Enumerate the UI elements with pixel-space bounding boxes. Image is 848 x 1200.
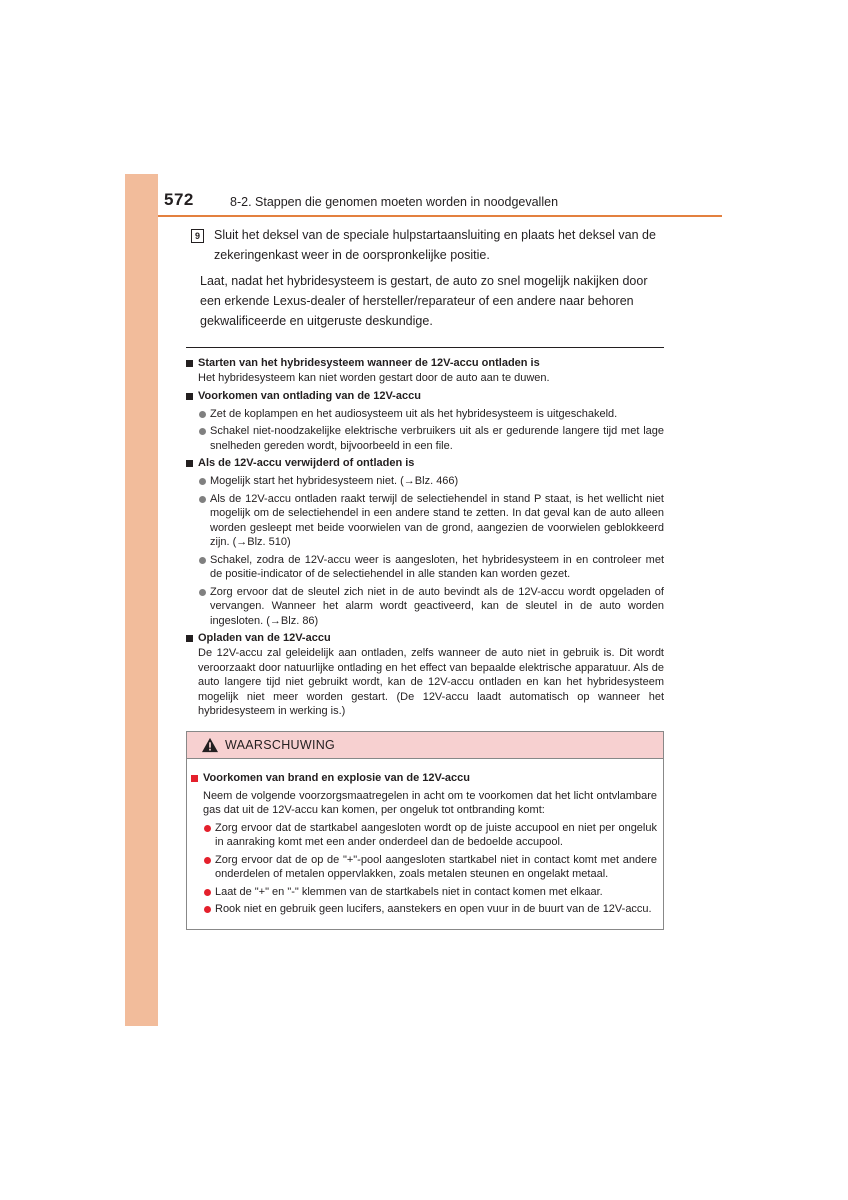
list-item	[186, 553, 664, 582]
warning-label: WAARSCHUWING	[225, 737, 336, 752]
list-item-text: Schakel niet-noodzakelijke elektrische verbruikers uit als er gedurende langere tijd met lage snelheden gereden wordt, bijvoorbeeld in een file.	[210, 425, 664, 452]
list-item-text: Mogelijk start het hybridesysteem niet. (→Blz. 466)	[210, 475, 459, 487]
section-text: De 12V-accu zal geleidelijk aan ontladen, zelfs wanneer de auto niet in gebruik is. Dit wordt veroorzaakt door natuurlijke ontlading en het effect van bepaalde elektrische apparatuur. Als de auto langere tijd niet gebruikt wordt, kan de 12V-accu ontladen en kan het hybridesysteem mogelijk niet meer worden gestart. (De 12V-accu laadt automatisch op wanneer het hybridesysteem in werking is.)	[198, 647, 664, 717]
red-circle-bullet-icon	[204, 825, 211, 832]
red-square-bullet-icon	[191, 775, 198, 782]
section-title: 8-2. Stappen die genomen moeten worden in noodgevallen	[230, 195, 559, 209]
step-9-text: Sluit het deksel van de speciale hulpstartaansluiting en plaats het deksel van de zekeringenkast weer in de oorspronkelijke positie.	[214, 228, 656, 262]
section-heading	[186, 456, 664, 471]
page-content	[186, 225, 664, 930]
circle-bullet-icon	[199, 478, 206, 485]
list-item	[186, 492, 664, 550]
circle-bullet-icon	[199, 589, 206, 596]
list-item	[186, 585, 664, 629]
section-heading	[186, 631, 664, 646]
red-circle-bullet-icon	[204, 889, 211, 896]
list-item-text: Als de 12V-accu ontladen raakt terwijl de selectiehendel in stand P staat, is het wellicht niet mogelijk om de selectiehendel in een andere stand te zetten. In dat geval kan de auto alleen worden gesleept met beide voorwielen van de grond, aangezien de voorwielen geblokkeerd zijn. (→Blz. 510)	[210, 492, 664, 548]
square-bullet-icon	[186, 635, 193, 642]
square-bullet-icon	[186, 360, 193, 367]
list-item	[186, 424, 664, 453]
warning-box	[186, 731, 664, 930]
section-divider	[186, 347, 664, 348]
chapter-side-tab	[125, 174, 158, 1026]
circle-bullet-icon	[199, 496, 206, 503]
warning-list-item-text: Rook niet en gebruik geen lucifers, aanstekers en open vuur in de buurt van de 12V-accu.	[215, 903, 652, 915]
warning-header	[187, 732, 663, 759]
warning-list-item-text: Zorg ervoor dat de op de "+"-pool aangesloten startkabel niet in contact komt met andere onderdelen of metalen oppervlakken, zoals metalen steunen en ongelakt metaal.	[215, 853, 657, 880]
list-item	[186, 407, 664, 422]
header-rule	[158, 215, 722, 217]
red-circle-bullet-icon	[204, 906, 211, 913]
warning-list-item-text: Zorg ervoor dat de startkabel aangesloten wordt op de juiste accupool en niet per ongeluk in aanraking komt met een ander onderdeel dan de bedoelde accupool.	[215, 821, 657, 848]
step-9	[186, 225, 664, 265]
circle-bullet-icon	[199, 411, 206, 418]
section-heading-text: Starten van het hybridesysteem wanneer de 12V-accu ontladen is	[198, 357, 540, 369]
warning-list-item	[191, 885, 657, 900]
section-heading	[186, 356, 664, 371]
warning-body	[187, 759, 663, 929]
section-heading-text: Opladen van de 12V-accu	[198, 632, 331, 644]
warning-heading-text: Voorkomen van brand en explosie van de 12V-accu	[203, 771, 470, 784]
section-text: Het hybridesysteem kan niet worden gestart door de auto aan te duwen.	[198, 372, 550, 384]
section-heading-text: Voorkomen van ontlading van de 12V-accu	[198, 389, 421, 402]
after-start-paragraph: Laat, nadat het hybridesysteem is gestart, de auto zo snel mogelijk nakijken door een erkende Lexus-dealer of hersteller/reparateur of een andere naar behoren gekwalificeerde en uitgeruste deskundige.	[200, 274, 648, 328]
circle-bullet-icon	[199, 428, 206, 435]
warning-list-item	[191, 902, 657, 917]
square-bullet-icon	[186, 393, 193, 400]
list-item-text: Zet de koplampen en het audiosysteem uit als het hybridesysteem is uitgeschakeld.	[210, 407, 618, 420]
warning-list-item	[191, 853, 657, 882]
list-item	[186, 474, 664, 489]
warning-triangle-icon	[201, 737, 219, 753]
red-circle-bullet-icon	[204, 857, 211, 864]
circle-bullet-icon	[199, 557, 206, 564]
list-item-text: Zorg ervoor dat de sleutel zich niet in de auto bevindt als de 12V-accu wordt opgeladen of vervangen. Wanneer het alarm wordt geactiveerd, kan de sleutel in de auto worden ingesloten. (→Blz. 86)	[210, 585, 664, 627]
page-number: 572	[164, 190, 194, 209]
square-bullet-icon	[186, 460, 193, 467]
warning-list-item-text: Laat de "+" en "-" klemmen van de startkabels niet in contact komen met elkaar.	[215, 885, 603, 898]
step-number-badge: 9	[191, 229, 204, 243]
section-heading-text: Als de 12V-accu verwijderd of ontladen is	[198, 457, 415, 469]
warning-intro: Neem de volgende voorzorgsmaatregelen in acht om te voorkomen dat het licht ontvlambare gas dat uit de 12V-accu kan komen, per ongeluk tot ontbranding komt:	[203, 789, 657, 816]
list-item-text: Schakel, zodra de 12V-accu weer is aangesloten, het hybridesysteem in en controleer met de positie-indicator of de selectiehendel in alle standen kan worden gezet.	[210, 553, 664, 580]
section-heading	[186, 389, 664, 404]
warning-list-item	[191, 821, 657, 850]
warning-heading	[191, 771, 657, 786]
